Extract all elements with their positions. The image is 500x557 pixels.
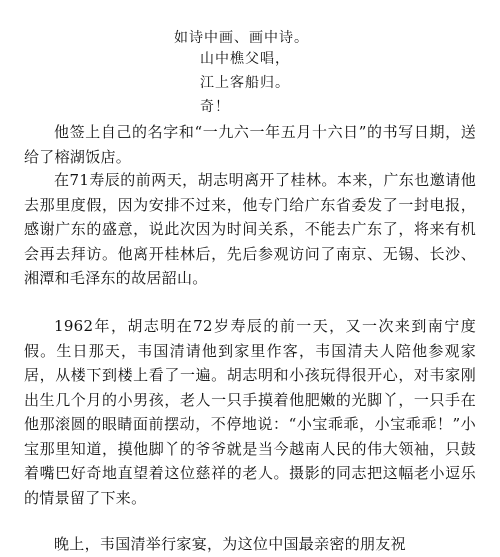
paragraph-signature: 他签上自己的名字和“一九六一年五月十六日”的书写日期，送给了榕湖饭店。 bbox=[24, 123, 476, 166]
paragraph-nanning-visit: 1962年，胡志明在72岁寿辰的前一天，又一次来到南宁度假。生日那天，韦国清请他到家里作客，韦国清夫人陪他参观家居，从楼下到楼上看了一遍。胡志明和小孩玩得很开心，对韦家刚出生几个月的小男孩，老人一只手摸着他肥嫩的光脚丫，一只手在他那滚圆的眼睛面前摆动，不停地说：“小宝乖乖，小宝乖乖！”小宝那里知道，摸他脚丫的爷爷就是当今越南人民的伟大领袖，只鼓着嘴巴好奇地直望着这位慈祥的老人。摄影的同志把这幅老小逗乐的情景留了下来。 bbox=[24, 317, 476, 507]
poem-line-1: 如诗中画、画中诗。 bbox=[174, 30, 309, 46]
poem-line-4: 奇！ bbox=[200, 99, 230, 115]
poem-line-3: 江上客船归。 bbox=[200, 75, 290, 91]
poem-line-2: 山中樵父唱， bbox=[200, 51, 290, 67]
paragraph-departure: 在71寿辰的前两天，胡志明离开了桂林。本来，广东也邀请他去那里度假，因为安排不过来，他专门给广东省委发了一封电报，感谢广东的盛意，说此次因为时间关系，不能去广东了，将来有机会再去拜访。他离开桂林后，先后参观访问了南京、无锡、长沙、湘潭和毛泽东的故居韶山。 bbox=[24, 171, 476, 287]
paragraph-family-banquet: 晚上，韦国清举行家宴，为这位中国最亲密的朋友祝 bbox=[54, 535, 406, 553]
